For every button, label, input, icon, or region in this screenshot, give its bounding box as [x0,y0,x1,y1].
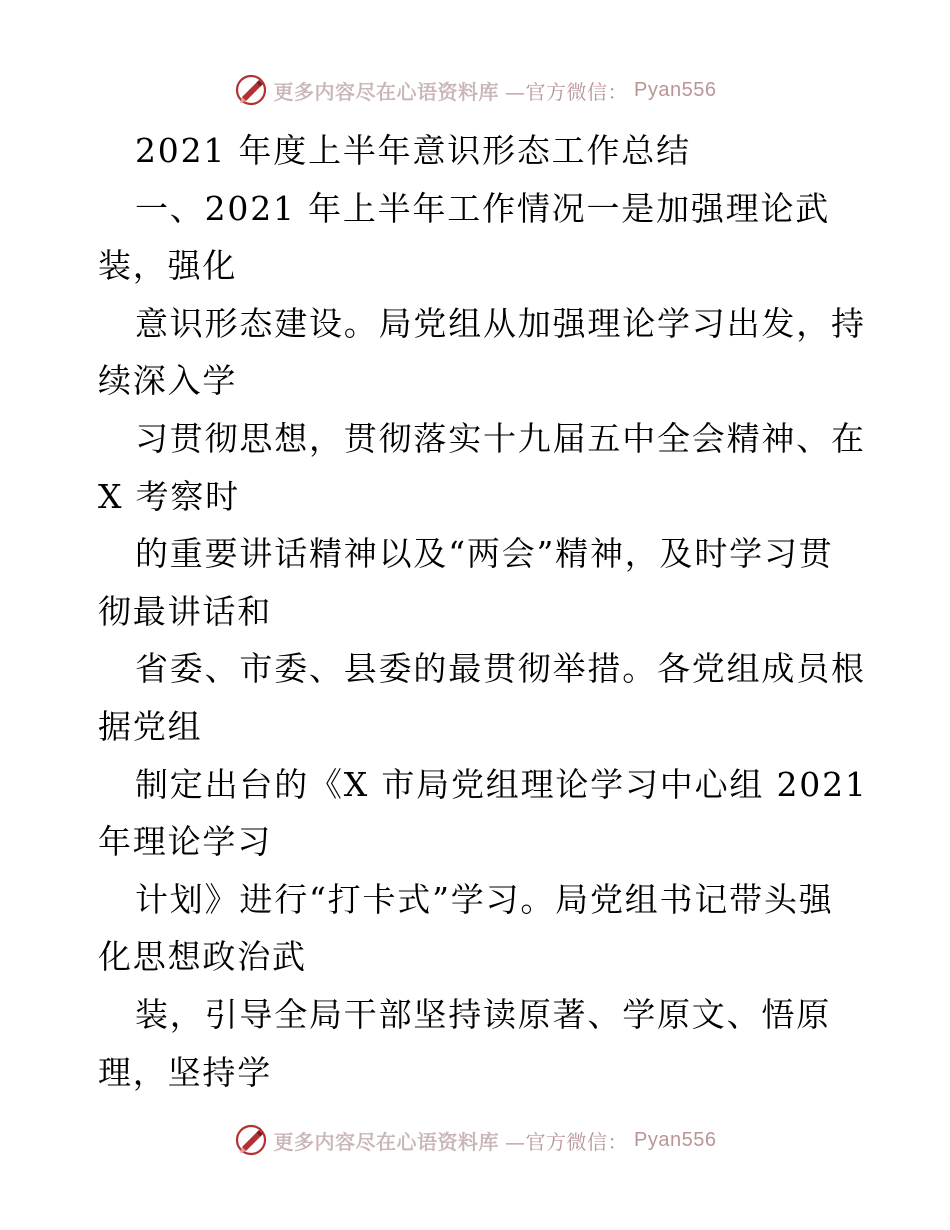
document-body [98,122,868,1101]
text-line: 年理论学习 [98,822,272,862]
watermark-separator: —官方微信： [505,79,629,104]
text-line: 彻最讲话和 [98,591,272,631]
pen-seal-icon [234,1123,268,1157]
footer-watermark [0,1120,950,1160]
text-line: 据党组 [98,706,203,746]
watermark-account: Pyan556 [634,78,717,101]
text-line: 制定出台的《X 市局党组理论学习中心组 2021 [135,764,868,804]
text-line: 省委、市委、县委的最贯彻举措。各党组成员根 [135,649,866,689]
text-line: 2021 年度上半年意识形态工作总结 [135,131,691,170]
text-line: 续深入学 [98,361,238,401]
text-line: X 考察时 [98,476,240,516]
pen-seal-icon [234,73,268,107]
text-line: 习贯彻思想，贯彻落实十九届五中全会精神、在 [135,418,866,458]
text-line: 化思想政治武 [98,937,307,977]
header-watermark [0,70,950,110]
text-line: 一、2021 年上半年工作情况一是加强理论武 [135,188,831,228]
text-line: 计划》进行“打卡式”学习。局党组书记带头强 [135,879,834,919]
text-line: 的重要讲话精神以及“两会”精神，及时学习贯 [135,534,834,574]
text-line: 装，引导全局干部坚持读原著、学原文、悟原 [135,994,831,1034]
text-line: 理，坚持学 [98,1052,272,1092]
watermark-brand: 更多内容尽在心语资料库 [273,79,500,104]
watermark-separator: —官方微信： [505,1129,629,1154]
text-line: 意识形态建设。局党组从加强理论学习出发，持 [135,303,866,343]
watermark-account: Pyan556 [634,1128,717,1151]
watermark-brand: 更多内容尽在心语资料库 [273,1129,500,1154]
text-line: 装，强化 [98,246,238,286]
